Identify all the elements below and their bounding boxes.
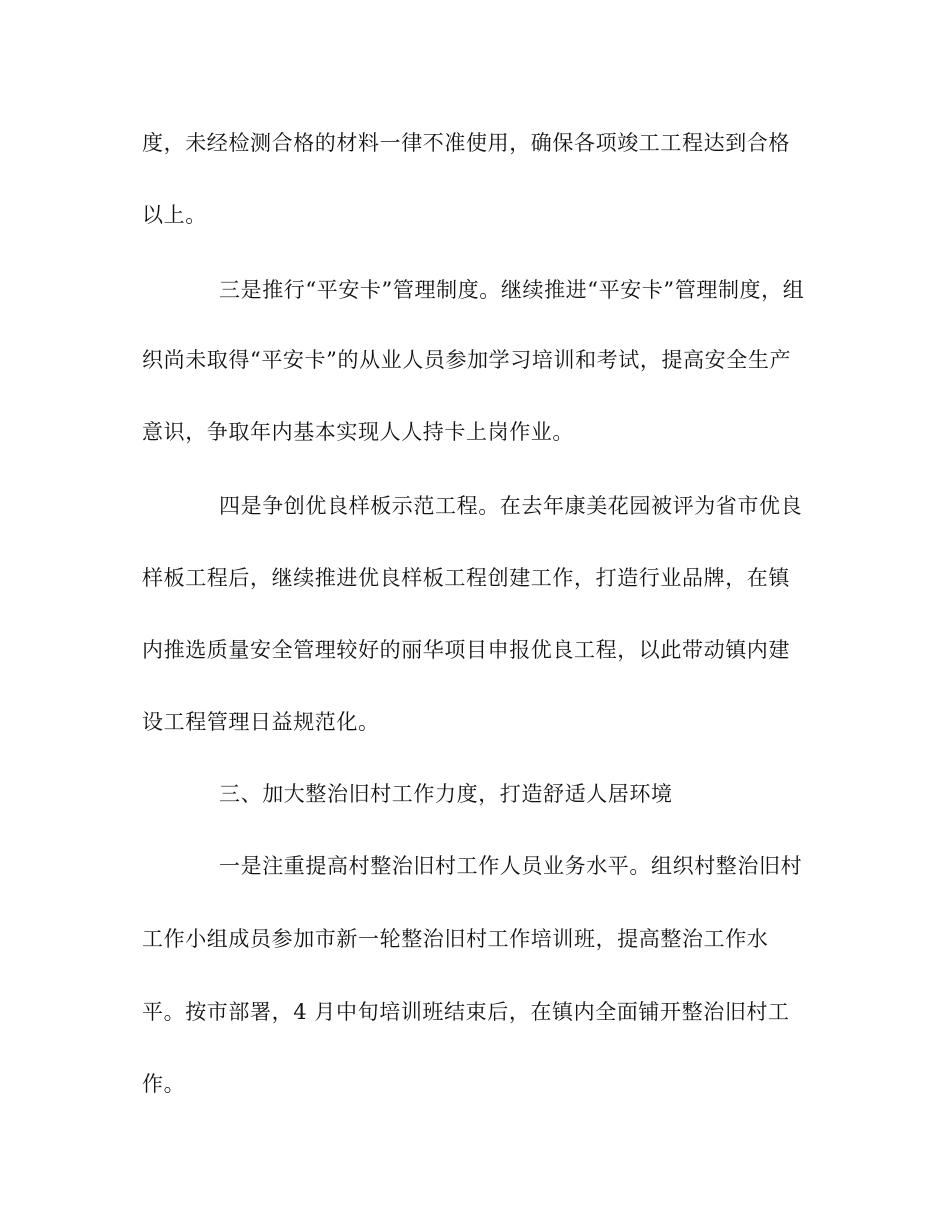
text-line: 样板工程后，继续推进优良样板工程创建工作，打造行业品牌，在镇: [142, 566, 790, 590]
text-line: 以上。: [142, 203, 207, 227]
text-line: 意识，争取年内基本实现人人持卡上岗作业。: [142, 420, 574, 444]
text-line: 内推选质量安全管理较好的丽华项目申报优良工程，以此带动镇内建: [142, 638, 790, 662]
text-line: 平。按市部署，4 月中旬培训班结束后，在镇内全面铺开整治旧村工: [142, 1000, 790, 1024]
text-line: 度，未经检测合格的材料一律不准使用，确保各项竣工工程达到合格: [142, 131, 790, 155]
section-heading: 三、加大整治旧村工作力度，打造舒适人居环境: [219, 782, 673, 806]
text-line: 设工程管理日益规范化。: [142, 710, 380, 734]
paragraph-start: 四是争创优良样板示范工程。在去年康美花园被评为省市优良: [219, 494, 803, 518]
paragraph-start: 三是推行“平安卡”管理制度。继续推进“平安卡”管理制度，组: [219, 278, 805, 302]
text-line: 织尚未取得“平安卡”的从业人员参加学习培训和考试，提高安全生产: [142, 348, 792, 372]
paragraph-start: 一是注重提高村整治旧村工作人员业务水平。组织村整治旧村: [219, 854, 803, 878]
text-line: 工作小组成员参加市新一轮整治旧村工作培训班，提高整治工作水: [142, 927, 769, 951]
text-line: 作。: [142, 1072, 186, 1096]
